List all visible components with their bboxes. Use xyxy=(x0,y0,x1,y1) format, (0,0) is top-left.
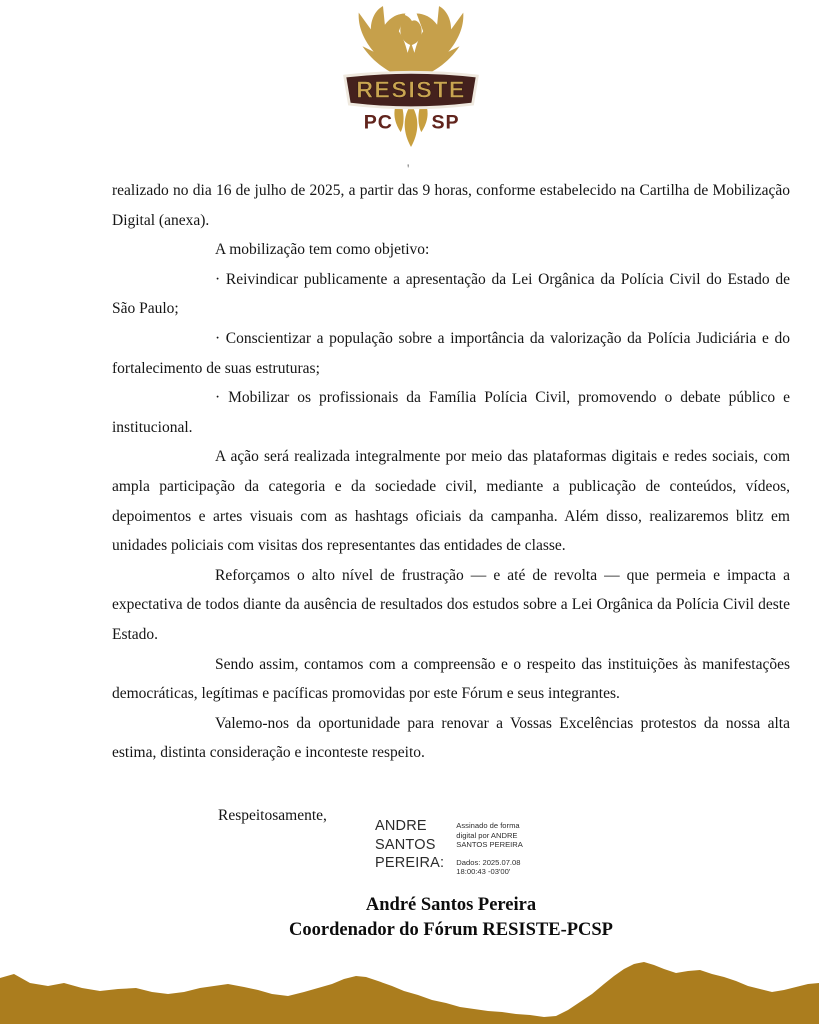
signature-statement: Assinado de forma digital por ANDRE SANTOS PEREIRA xyxy=(456,821,523,849)
signature-subject-line: ANDRE xyxy=(375,818,427,834)
stray-mark: ' xyxy=(407,161,410,176)
footer-wave xyxy=(0,950,819,1024)
closing-salutation: Respeitosamente, xyxy=(218,806,327,824)
phoenix-eagle-icon xyxy=(327,0,495,154)
paragraph-sendo-assim: Sendo assim, contamos com a compreensão e o respeito das instituições às manifestações democráticas, legítimas e pacíficas promovidas por este Fórum e seus integrantes. xyxy=(112,655,790,703)
resiste-pcsp-logo xyxy=(327,0,495,154)
paragraph-objective-intro: A mobilização tem como objetivo: xyxy=(215,241,430,259)
paragraph-continuation: realizado no dia 16 de julho de 2025, a partir das 9 horas, conforme estabelecido na Cartilha de Mobilização Digital (anexa). xyxy=(112,182,790,229)
paragraph-bullet-mobilizar: · Mobilizar os profissionais da Família Polícia Civil, promovendo o debate público e institucional. xyxy=(112,389,790,436)
signer-block xyxy=(112,893,790,942)
signature-subject-line: SANTOS xyxy=(375,836,436,853)
signature-subject-line: PEREIRA: xyxy=(375,855,445,871)
letter-body xyxy=(112,176,790,768)
signature-date: Dados: 2025.07.08 xyxy=(456,857,521,867)
logo-pc-label: PC xyxy=(363,111,393,134)
signer-role: Coordenador do Fórum RESISTE-PCSP xyxy=(289,919,613,940)
paragraph-reforcamos: Reforçamos o alto nível de frustração — e até de revolta — que permeia e impacta a expectativa de todos diante da ausência de resultados dos estudos sobre a Lei Orgânica da Polícia Civil deste Estado. xyxy=(112,566,790,643)
paragraph-bullet-conscientizar: · Conscientizar a população sobre a importância da valorização da Polícia Judiciária e do fortalecimento de suas estruturas; xyxy=(112,329,790,377)
signature-subject-name xyxy=(375,817,444,877)
paragraph-acao: A ação será realizada integralmente por meio das plataformas digitais e redes sociais, com ampla participação da categoria e da sociedade civil, mediante a publicação de conteúdos, vídeos, depoimentos e artes visuais com as hashtags oficiais da campanha. Além disso, realizaremos blitz em unidades policiais com visitas dos representantes das entidades de classe. xyxy=(112,448,790,555)
paragraph-valemo-nos: Valemo-nos da oportunidade para renovar a Vossas Excelências protestos da nossa alta estima, distinta consideração e inconteste respeito. xyxy=(112,714,790,762)
signer-name: André Santos Pereira xyxy=(365,895,537,915)
digital-signature-block xyxy=(375,817,540,877)
logo-banner-label: RESISTE xyxy=(356,76,466,103)
signature-time: 18:00:43 -03'00' xyxy=(456,867,511,876)
paragraph-bullet-reivindicar: · Reivindicar publicamente a apresentação da Lei Orgânica da Polícia Civil do Estado de São Paulo; xyxy=(112,270,790,318)
logo-sp-label: SP xyxy=(431,111,460,134)
signature-details xyxy=(456,817,540,877)
